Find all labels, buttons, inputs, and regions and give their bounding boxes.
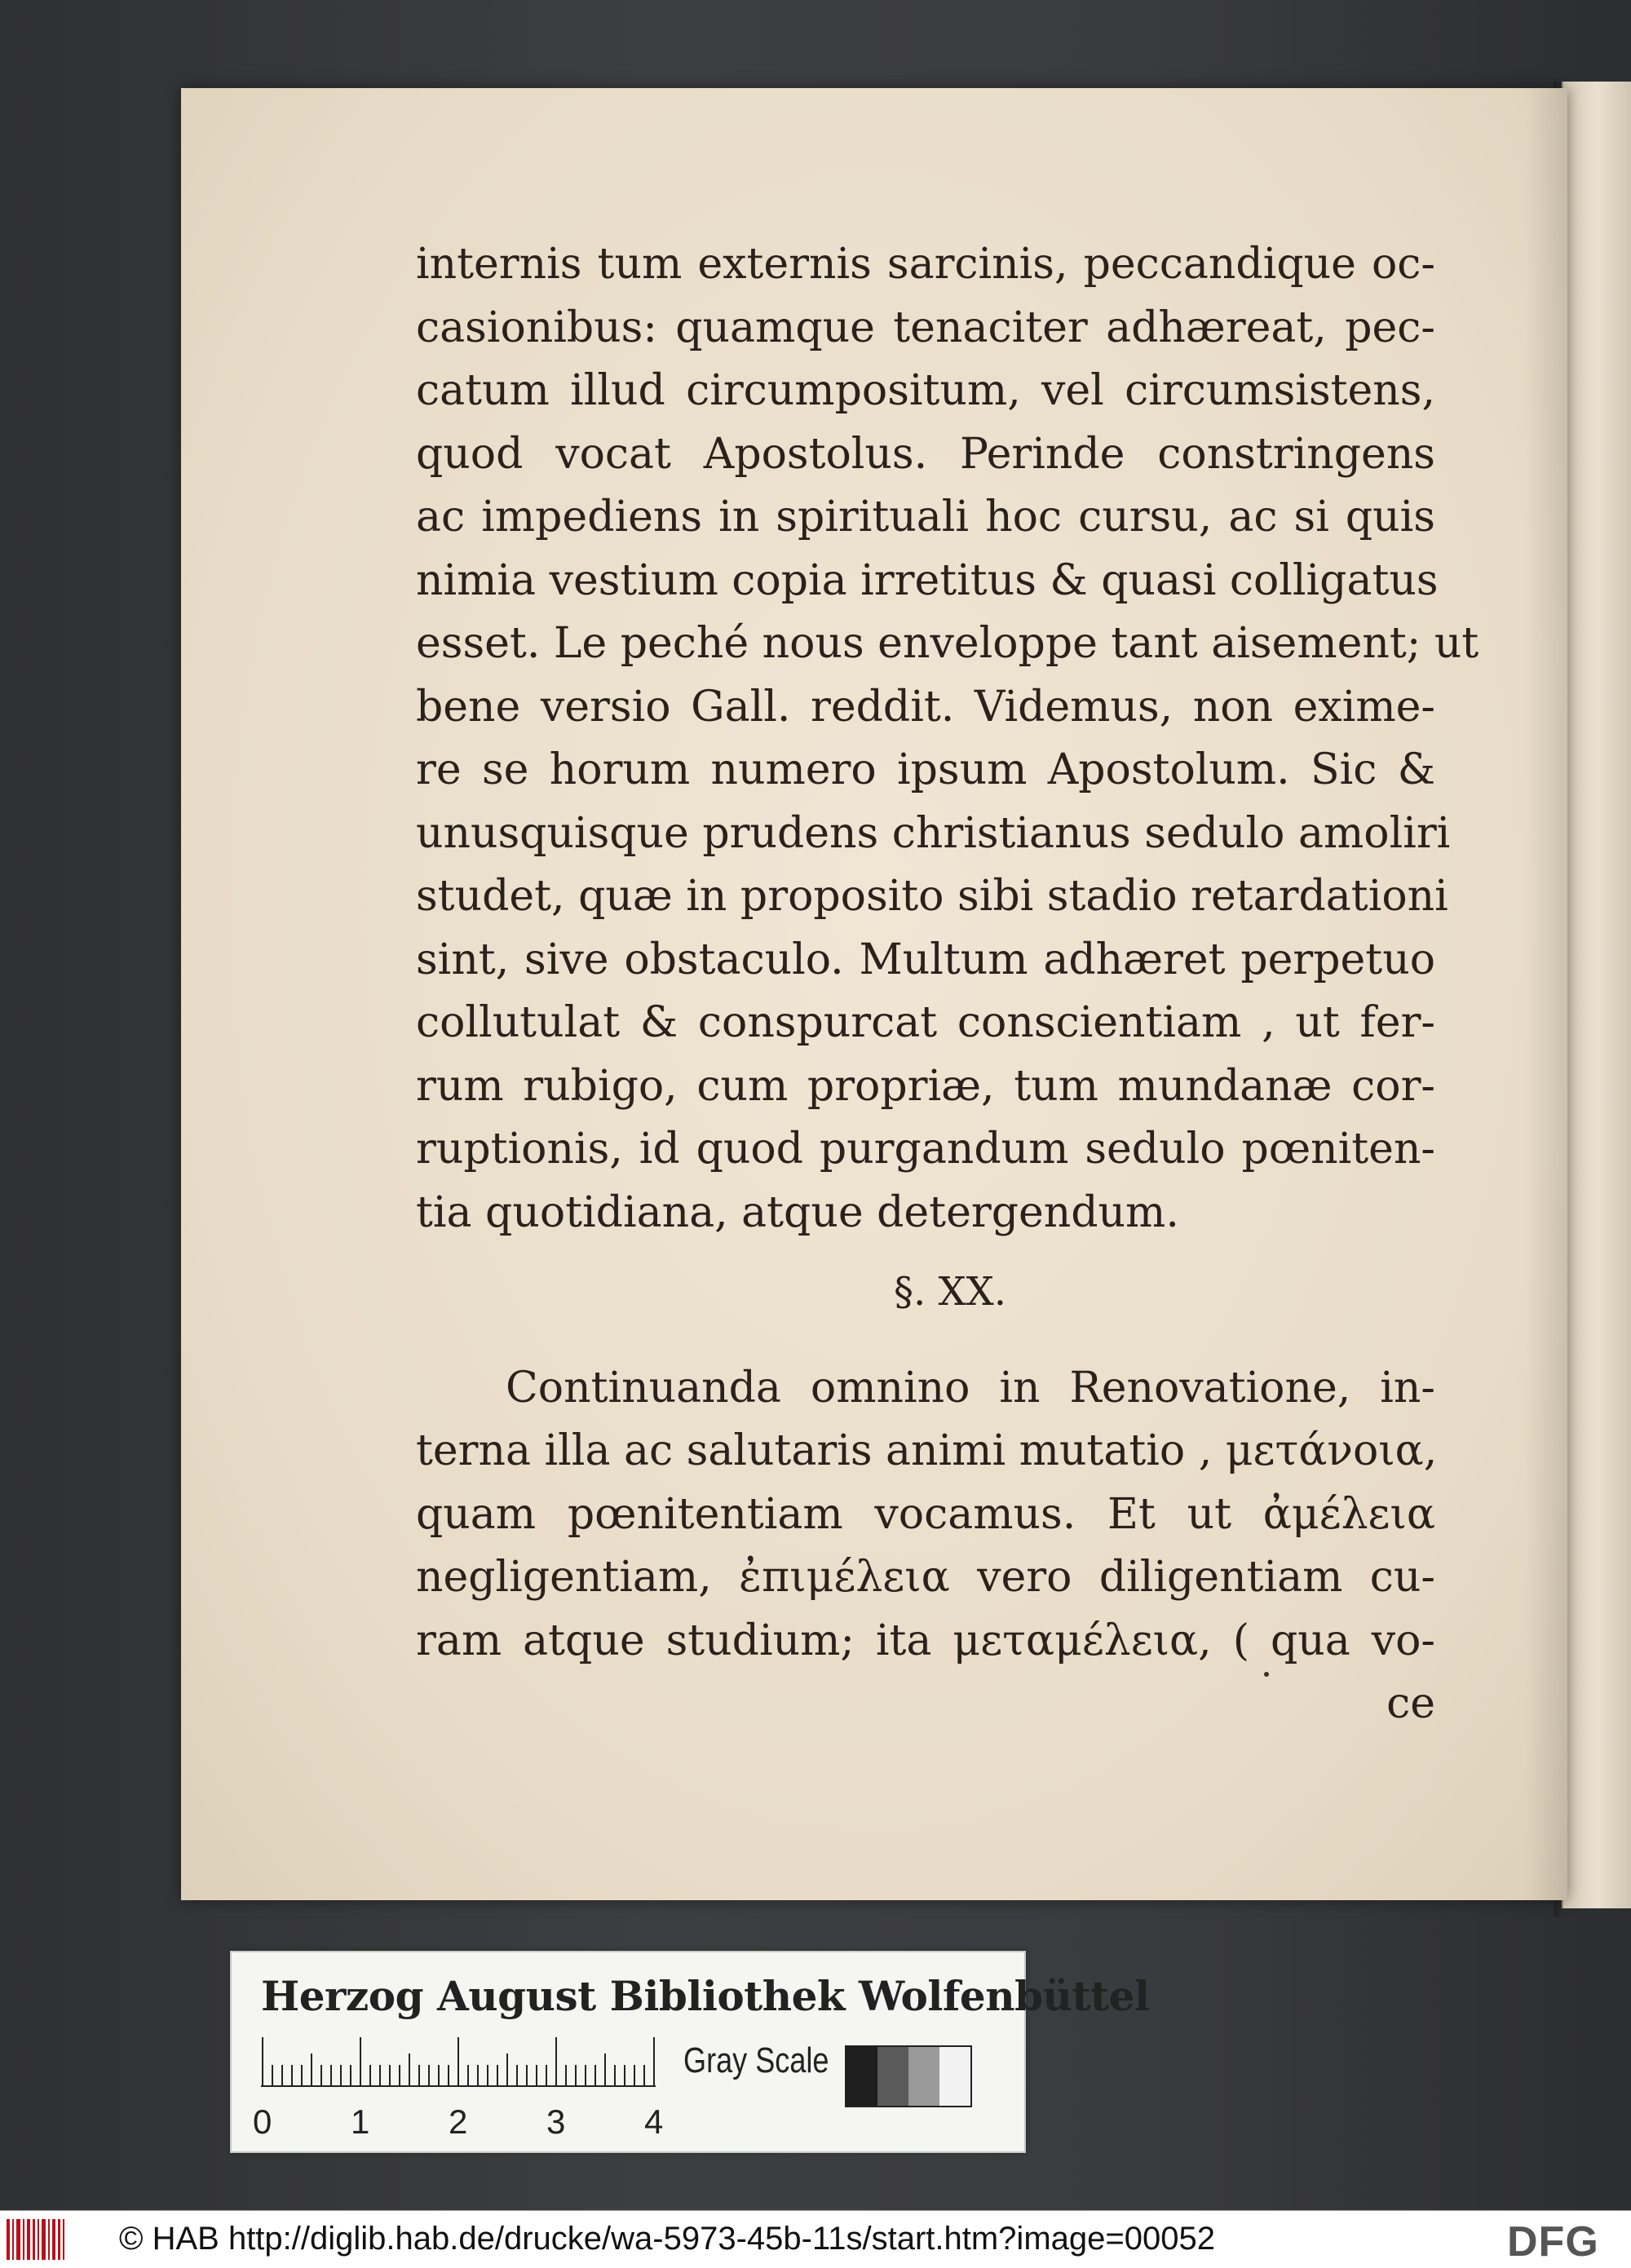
catchword: ce bbox=[1386, 1679, 1435, 1728]
dfg-logo: DFG bbox=[1507, 2218, 1599, 2266]
footer-bar bbox=[0, 2210, 1631, 2268]
text-line: collutulat & conspurcat conscientiam , ut fer- bbox=[416, 998, 1435, 1047]
text-line: ac impediens in spirituali hoc cursu, ac si quis bbox=[416, 493, 1435, 542]
source-url-link[interactable]: © HAB http://diglib.hab.de/drucke/wa-5973-45b-11s/start.htm?image=00052 bbox=[119, 2221, 1215, 2257]
text-line: negligentiam, ἐπιμέλεια vero diligentiam cu- bbox=[416, 1553, 1435, 1602]
text-line: re se horum numero ipsum Apostolum. Sic & bbox=[416, 745, 1435, 794]
text-line: esset. Le peché nous enveloppe tant aisement; ut bbox=[416, 619, 1479, 668]
calibration-card bbox=[230, 1951, 1150, 2153]
ruler-label: 4 bbox=[644, 2102, 664, 2141]
text-line: sint, sive obstaculo. Multum adhæret perpetuo bbox=[416, 935, 1435, 984]
ruler-label: 2 bbox=[449, 2102, 468, 2141]
page-text bbox=[416, 233, 1479, 1736]
text-line: terna illa ac salutaris animi mutatio , μετάνοια, bbox=[416, 1426, 1438, 1475]
text-line: Continuanda omnino in Renovatione, in- bbox=[506, 1363, 1435, 1413]
hab-barcode-icon bbox=[7, 2219, 65, 2260]
text-line: ruptionis, id quod purgandum sedulo pœniten- bbox=[416, 1125, 1435, 1174]
gray-swatch bbox=[939, 2047, 970, 2106]
card-title: Herzog August Bibliothek Wolfenbüttel bbox=[261, 1972, 1150, 2020]
text-line: quod vocat Apostolus. Perinde constringens bbox=[416, 429, 1435, 479]
section-heading: §. XX. bbox=[893, 1269, 1007, 1315]
gray-scale-swatches bbox=[845, 2045, 972, 2107]
ruler-label: 1 bbox=[351, 2102, 370, 2141]
ink-speck bbox=[1264, 1672, 1269, 1677]
gray-swatch bbox=[846, 2047, 877, 2106]
text-line: internis tum externis sarcinis, peccandique oc- bbox=[416, 240, 1435, 289]
text-line: tia quotidiana, atque detergendum. bbox=[416, 1187, 1179, 1237]
text-line: quam pœnitentiam vocamus. Et ut ἀμέλεια bbox=[416, 1489, 1435, 1539]
text-line: ram atque studium; ita μεταμέλεια, ( qua vo- bbox=[416, 1616, 1435, 1665]
text-line: bene versio Gall. reddit. Videmus, non exime- bbox=[416, 682, 1435, 732]
page-shade bbox=[1525, 88, 1567, 1900]
ruler-label: 0 bbox=[253, 2102, 272, 2141]
text-line: studet, quæ in proposito sibi stadio retardationi bbox=[416, 872, 1448, 921]
text-line: rum rubigo, cum propriæ, tum mundanæ cor- bbox=[416, 1061, 1435, 1111]
ruler-label: 3 bbox=[546, 2102, 566, 2141]
gray-swatch bbox=[877, 2047, 908, 2106]
grayscale-label: Gray Scale bbox=[683, 2040, 829, 2080]
text-line: casionibus: quamque tenaciter adhæreat, pec- bbox=[416, 303, 1435, 352]
next-page-edge bbox=[1562, 82, 1631, 1908]
text-line: nimia vestium copia irretitus & quasi colligatus bbox=[416, 555, 1439, 605]
text-line: unusquisque prudens christianus sedulo amoliri bbox=[416, 808, 1451, 858]
gray-swatch bbox=[908, 2047, 939, 2106]
text-line: catum illud circumpositum, vel circumsistens, bbox=[416, 366, 1435, 415]
